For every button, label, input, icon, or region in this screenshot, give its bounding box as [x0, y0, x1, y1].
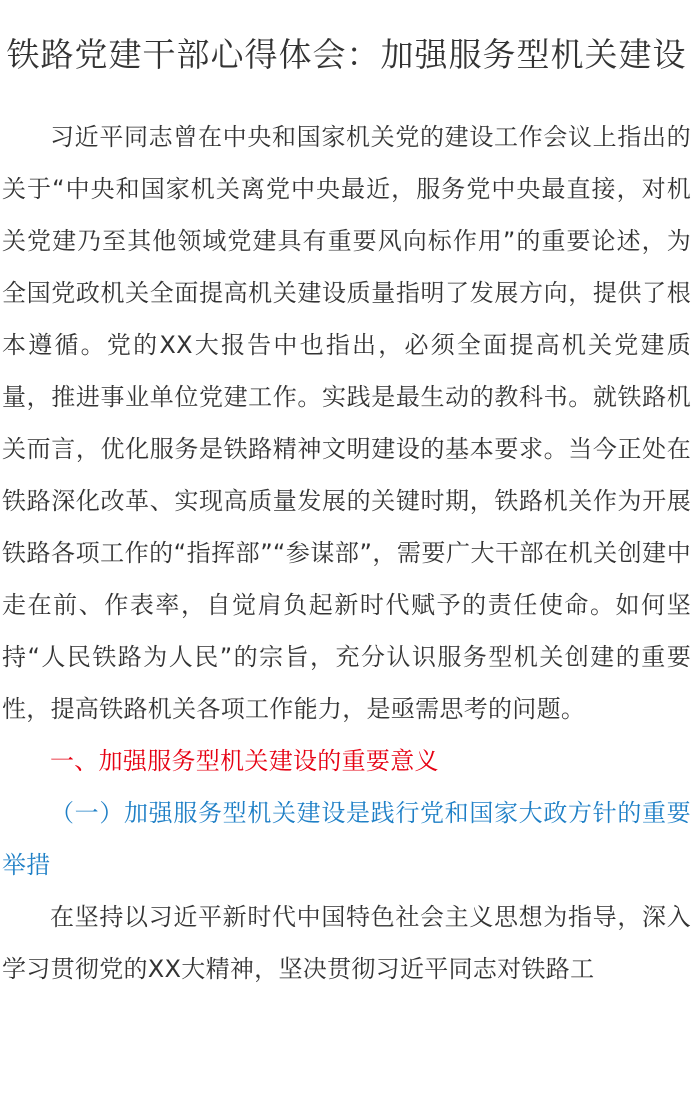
article-title: 铁路党建干部心得体会：加强服务型机关建设 — [6, 35, 687, 74]
section-heading-1: 一、加强服务型机关建设的重要意义 — [50, 747, 439, 775]
intro-paragraph: 习近平同志曾在中央和国家机关党的建设工作会议上指出的关于“中央和国家机关离党中央最近，服务党中央最直接，对机关党建乃至其他领域党建具有重要风向标作用”的重要论述，为全国党政机关全面提高机关建设质量指明了发展方向，提供了根本遵循。党的XX大报告中也指出，必须全面提高机关党建质量，推进事业单位党建工作。实践是最生动的教科书。就铁路机关而言，优化服务是铁路精神文明建设的基本要求。当今正处在铁路深化改革、实现高质量发展的关键时期，铁路机关作为开展铁路各项工作的“指挥部”“参谋部”，需要广大干部在机关创建中走在前、作表率，自觉肩负起新时代赋予的责任使命。如何坚持“人民铁路为人民”的宗旨，充分认识服务型机关创建的重要性，提高铁路机关各项工作能力，是亟需思考的问题。 — [2, 123, 691, 723]
article-body — [2, 111, 691, 995]
subsection-heading-1: （一）加强服务型机关建设是践行党和国家大政方针的重要举措 — [2, 799, 691, 879]
body-paragraph: 在坚持以习近平新时代中国特色社会主义思想为指导，深入学习贯彻党的XX大精神，坚决贯彻习近平同志对铁路工 — [2, 903, 691, 983]
